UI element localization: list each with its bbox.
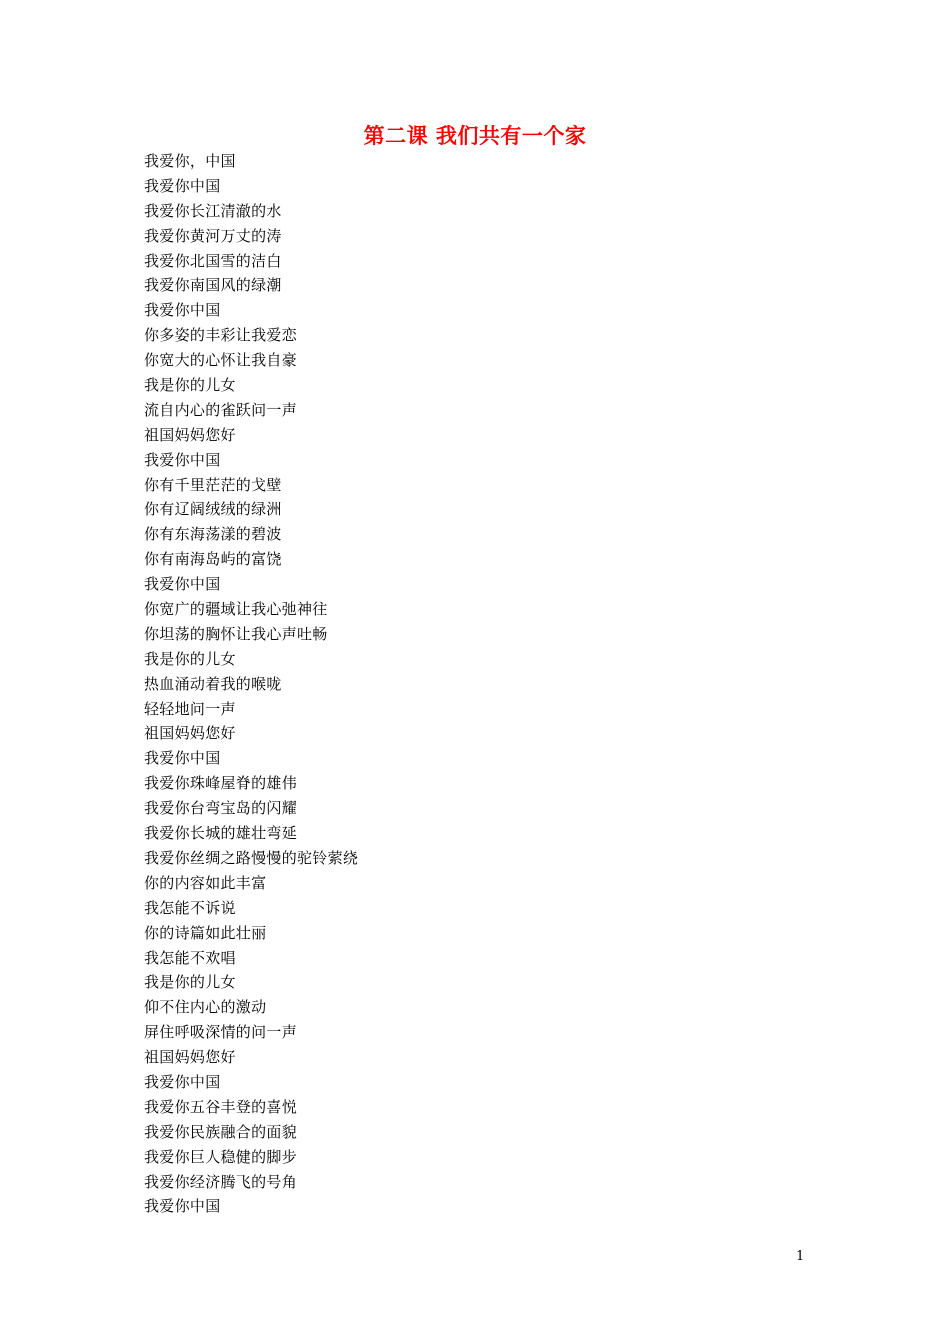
- poem-line: 我爱你中国: [144, 575, 221, 594]
- poem-line: 我爱你中国: [144, 176, 221, 195]
- page-title: 第二课 我们共有一个家: [363, 123, 587, 148]
- poem-line: 我爱你巨人稳健的脚步: [144, 1147, 298, 1166]
- poem-line: 我爱你中国: [144, 1072, 221, 1091]
- poem-line: 我是你的儿女: [144, 376, 236, 395]
- poem-line: 我爱你北国雪的洁白: [144, 251, 282, 270]
- poem-line: 我爱你经济腾飞的号角: [144, 1172, 298, 1191]
- poem-line: 仰不住内心的激动: [144, 998, 267, 1017]
- poem-line: 你宽广的疆域让我心弛神往: [144, 600, 328, 619]
- poem-line: 你有东海荡漾的碧波: [144, 525, 282, 544]
- poem-line: 我爱你台弯宝岛的闪耀: [144, 799, 298, 818]
- poem-line: 我爱你中国: [144, 1197, 221, 1216]
- poem-line: 我爱你长城的雄壮弯延: [144, 824, 298, 843]
- poem-line: 你的诗篇如此壮丽: [144, 923, 267, 942]
- poem-line: 你的内容如此丰富: [144, 873, 267, 892]
- poem-line: 我是你的儿女: [144, 649, 236, 668]
- poem-line: 你有南海岛屿的富饶: [144, 550, 282, 569]
- poem-line: 我怎能不诉说: [144, 898, 236, 917]
- poem-line: 你坦荡的胸怀让我心声吐畅: [144, 624, 328, 643]
- poem-line: 我爱你五谷丰登的喜悦: [144, 1097, 298, 1116]
- poem-line: 我怎能不欢唱: [144, 948, 236, 967]
- poem-line: 我爱你民族融合的面貌: [144, 1122, 298, 1141]
- poem-text: [144, 149, 358, 1219]
- poem-line: 热血涌动着我的喉咙: [144, 674, 282, 693]
- poem-line: 你宽大的心怀让我自豪: [144, 351, 298, 370]
- poem-line: 我爱你南国风的绿潮: [144, 276, 282, 295]
- poem-line: 你多姿的丰彩让我爱恋: [144, 326, 298, 345]
- poem-line: 我爱你中国: [144, 301, 221, 320]
- poem-line: 我爱你中国: [144, 450, 221, 469]
- poem-line: 我是你的儿女: [144, 973, 236, 992]
- poem-line: 我爱你中国: [144, 749, 221, 768]
- poem-line: 祖国妈妈您好: [144, 1048, 236, 1067]
- poem-line: 你有千里茫茫的戈壁: [144, 475, 282, 494]
- poem-line: 我爱你，中国: [144, 152, 236, 170]
- poem-line: 屏住呼吸深情的问一声: [144, 1023, 298, 1042]
- poem-line: 祖国妈妈您好: [144, 724, 236, 743]
- poem-line: 我爱你丝绸之路慢慢的驼铃萦绕: [144, 848, 359, 867]
- poem-line: 我爱你黄河万丈的涛: [144, 226, 282, 245]
- poem-line: 我爱你珠峰屋脊的雄伟: [144, 774, 298, 793]
- poem-line: 轻轻地问一声: [144, 699, 236, 718]
- poem-line: 我爱你长江清澈的水: [144, 201, 282, 220]
- poem-line: 流自内心的雀跃问一声: [144, 400, 298, 419]
- page-number: 1: [796, 1249, 805, 1264]
- poem-line: 祖国妈妈您好: [144, 425, 236, 444]
- poem-line: 你有辽阔绒绒的绿洲: [144, 500, 282, 519]
